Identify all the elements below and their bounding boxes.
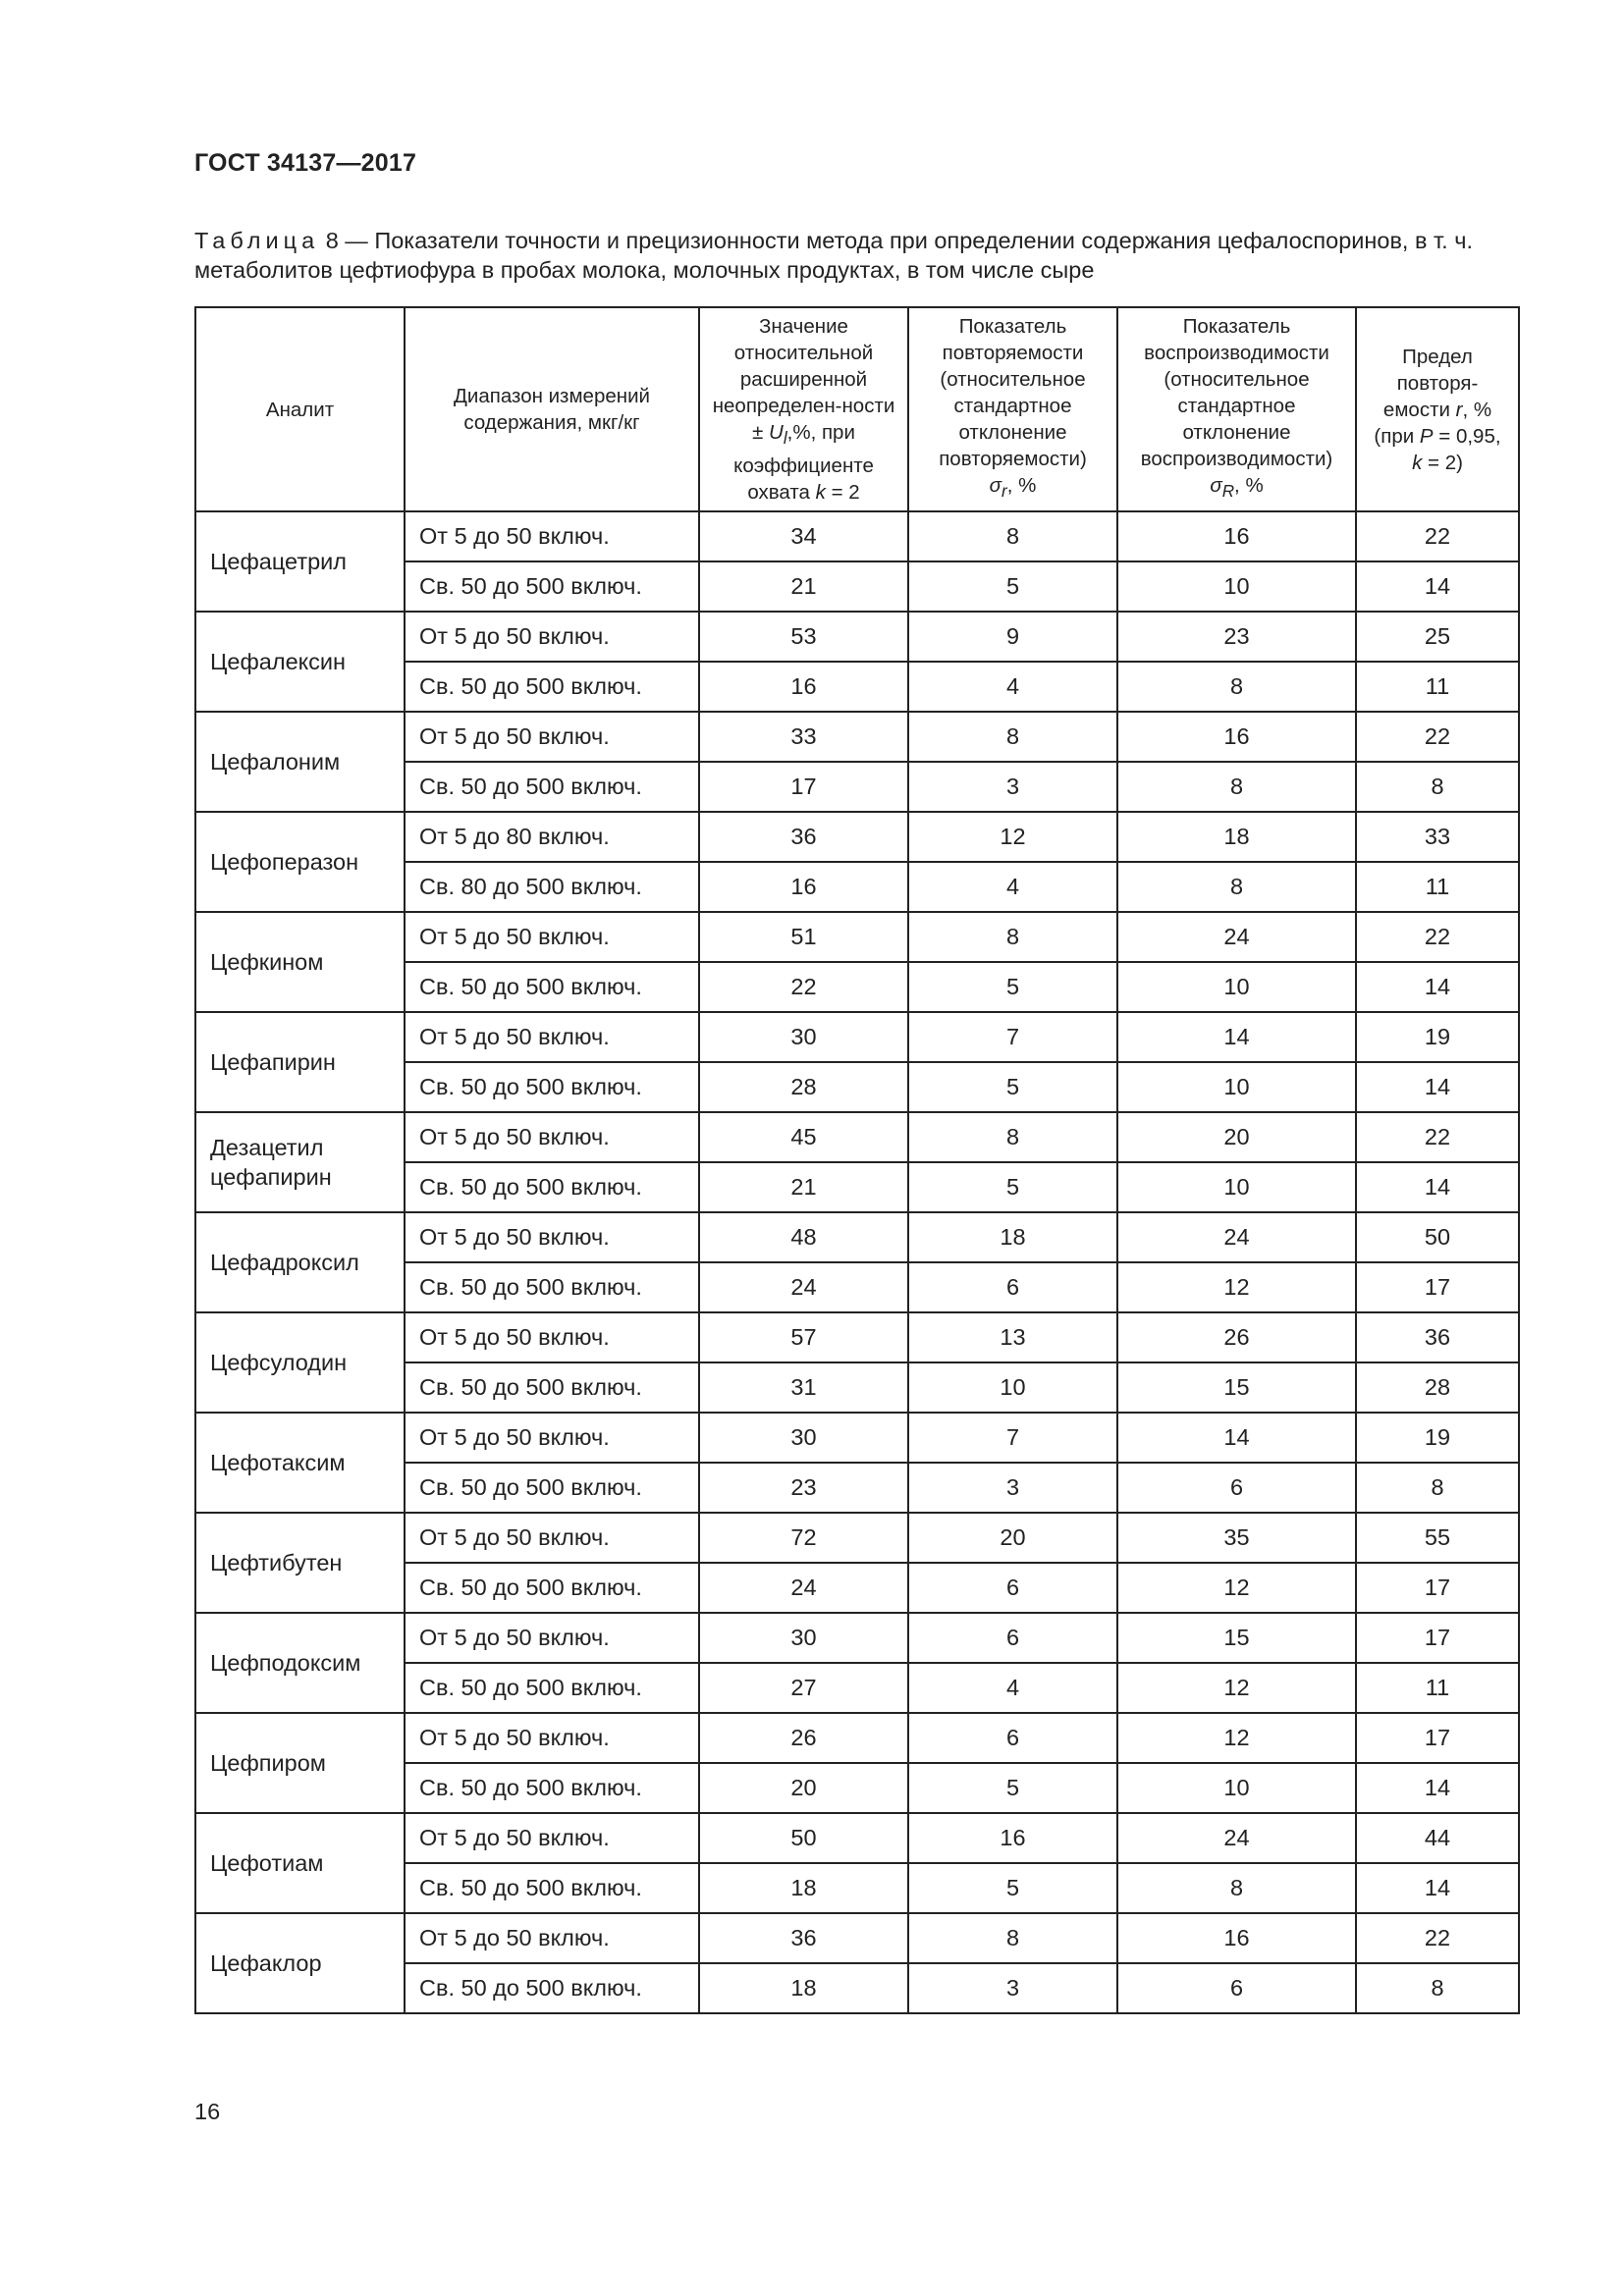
range-cell: От 5 до 80 включ. <box>405 812 699 862</box>
uncertainty-cell: 50 <box>699 1813 908 1863</box>
reproducibility-cell: 23 <box>1117 612 1356 662</box>
reproducibility-cell: 6 <box>1117 1963 1356 2013</box>
repeatability-limit-cell: 19 <box>1356 1012 1519 1062</box>
analyte-cell: Цефалексин <box>195 612 405 712</box>
uncertainty-cell: 48 <box>699 1212 908 1262</box>
analyte-cell: Цефалоним <box>195 712 405 812</box>
repeatability-cell: 3 <box>908 1963 1117 2013</box>
document-header: ГОСТ 34137—2017 <box>194 149 417 177</box>
repeatability-cell: 6 <box>908 1713 1117 1763</box>
uncertainty-cell: 30 <box>699 1012 908 1062</box>
analyte-cell: Цефацетрил <box>195 511 405 612</box>
analyte-cell: Цефадроксил <box>195 1212 405 1312</box>
repeatability-cell: 5 <box>908 1763 1117 1813</box>
uncertainty-cell: 24 <box>699 1262 908 1312</box>
uncertainty-cell: 31 <box>699 1362 908 1413</box>
reproducibility-cell: 16 <box>1117 511 1356 561</box>
reproducibility-cell: 14 <box>1117 1413 1356 1463</box>
reproducibility-cell: 8 <box>1117 662 1356 712</box>
uncertainty-cell: 18 <box>699 1963 908 2013</box>
uncertainty-cell: 23 <box>699 1463 908 1513</box>
repeatability-cell: 5 <box>908 561 1117 612</box>
uncertainty-cell: 26 <box>699 1713 908 1763</box>
repeatability-limit-cell: 28 <box>1356 1362 1519 1413</box>
table-row <box>195 1513 1519 1563</box>
repeatability-cell: 8 <box>908 912 1117 962</box>
repeatability-cell: 20 <box>908 1513 1117 1563</box>
uncertainty-cell: 36 <box>699 812 908 862</box>
analyte-cell: Цефсулодин <box>195 1312 405 1413</box>
reproducibility-cell: 24 <box>1117 912 1356 962</box>
repeatability-limit-cell: 14 <box>1356 561 1519 612</box>
table-row <box>195 1913 1519 1963</box>
repeatability-cell: 9 <box>908 612 1117 662</box>
uncertainty-cell: 21 <box>699 1162 908 1212</box>
repeatability-cell: 18 <box>908 1212 1117 1262</box>
range-cell: От 5 до 50 включ. <box>405 1312 699 1362</box>
repeatability-limit-cell: 17 <box>1356 1563 1519 1613</box>
range-cell: Св. 50 до 500 включ. <box>405 1262 699 1312</box>
range-cell: Св. 50 до 500 включ. <box>405 1463 699 1513</box>
analyte-cell: Цефпиром <box>195 1713 405 1813</box>
repeatability-limit-cell: 19 <box>1356 1413 1519 1463</box>
reproducibility-cell: 18 <box>1117 812 1356 862</box>
repeatability-cell: 3 <box>908 1463 1117 1513</box>
repeatability-cell: 4 <box>908 662 1117 712</box>
range-cell: От 5 до 50 включ. <box>405 1112 699 1162</box>
range-cell: Св. 50 до 500 включ. <box>405 1663 699 1713</box>
repeatability-limit-cell: 17 <box>1356 1262 1519 1312</box>
repeatability-cell: 10 <box>908 1362 1117 1413</box>
repeatability-limit-cell: 8 <box>1356 1963 1519 2013</box>
table-row <box>195 612 1519 662</box>
range-cell: Св. 80 до 500 включ. <box>405 862 699 912</box>
range-cell: От 5 до 50 включ. <box>405 912 699 962</box>
uncertainty-cell: 27 <box>699 1663 908 1713</box>
repeatability-limit-cell: 17 <box>1356 1713 1519 1763</box>
range-cell: От 5 до 50 включ. <box>405 1613 699 1663</box>
repeatability-cell: 13 <box>908 1312 1117 1362</box>
repeatability-limit-cell: 22 <box>1356 511 1519 561</box>
header-uncertainty: Значение относительной расширенной неопределен-ности ± $U_l,\%$, при коэффициенте охвата k = 2 <box>699 307 908 511</box>
range-cell: Св. 50 до 500 включ. <box>405 962 699 1012</box>
range-cell: От 5 до 50 включ. <box>405 1012 699 1062</box>
repeatability-limit-cell: 14 <box>1356 1863 1519 1913</box>
reproducibility-cell: 16 <box>1117 712 1356 762</box>
analyte-cell: Цефоперазон <box>195 812 405 912</box>
header-reproducibility: Показатель воспроизводимости (относительное стандартное отклонение воспроизводимости) $\sigma_R$, % <box>1117 307 1356 511</box>
range-cell: Св. 50 до 500 включ. <box>405 1362 699 1413</box>
uncertainty-cell: 34 <box>699 511 908 561</box>
uncertainty-cell: 36 <box>699 1913 908 1963</box>
range-cell: Св. 50 до 500 включ. <box>405 1162 699 1212</box>
range-cell: От 5 до 50 включ. <box>405 1413 699 1463</box>
reproducibility-cell: 8 <box>1117 862 1356 912</box>
table-row <box>195 1212 1519 1262</box>
uncertainty-cell: 20 <box>699 1763 908 1813</box>
repeatability-cell: 16 <box>908 1813 1117 1863</box>
uncertainty-cell: 28 <box>699 1062 908 1112</box>
analyte-cell: Цефкином <box>195 912 405 1012</box>
range-cell: От 5 до 50 включ. <box>405 1713 699 1763</box>
uncertainty-cell: 30 <box>699 1413 908 1463</box>
repeatability-cell: 6 <box>908 1563 1117 1613</box>
uncertainty-cell: 21 <box>699 561 908 612</box>
repeatability-cell: 8 <box>908 1913 1117 1963</box>
repeatability-limit-cell: 11 <box>1356 662 1519 712</box>
reproducibility-cell: 24 <box>1117 1212 1356 1262</box>
analyte-cell: Цефтибутен <box>195 1513 405 1613</box>
repeatability-cell: 6 <box>908 1613 1117 1663</box>
reproducibility-cell: 10 <box>1117 1062 1356 1112</box>
uncertainty-cell: 24 <box>699 1563 908 1613</box>
repeatability-cell: 3 <box>908 762 1117 812</box>
table-row <box>195 1413 1519 1463</box>
repeatability-limit-cell: 14 <box>1356 962 1519 1012</box>
uncertainty-cell: 30 <box>699 1613 908 1663</box>
repeatability-limit-cell: 14 <box>1356 1062 1519 1112</box>
precision-table <box>194 306 1520 2014</box>
repeatability-cell: 5 <box>908 1863 1117 1913</box>
repeatability-cell: 5 <box>908 962 1117 1012</box>
reproducibility-cell: 20 <box>1117 1112 1356 1162</box>
repeatability-limit-cell: 50 <box>1356 1212 1519 1262</box>
uncertainty-cell: 33 <box>699 712 908 762</box>
page-number: 16 <box>194 2099 221 2124</box>
reproducibility-cell: 10 <box>1117 962 1356 1012</box>
header-repeatability-limit: Предел повторя-емости r, % (при P = 0,95, k = 2) <box>1356 307 1519 511</box>
uncertainty-cell: 51 <box>699 912 908 962</box>
header-range: Диапазон измерений содержания, мкг/кг <box>405 307 699 511</box>
repeatability-cell: 4 <box>908 862 1117 912</box>
repeatability-cell: 4 <box>908 1663 1117 1713</box>
repeatability-limit-cell: 11 <box>1356 1663 1519 1713</box>
uncertainty-cell: 16 <box>699 662 908 712</box>
reproducibility-cell: 10 <box>1117 1162 1356 1212</box>
table-row <box>195 1813 1519 1863</box>
range-cell: От 5 до 50 включ. <box>405 1513 699 1563</box>
repeatability-limit-cell: 33 <box>1356 812 1519 862</box>
range-cell: Св. 50 до 500 включ. <box>405 1963 699 2013</box>
range-cell: Св. 50 до 500 включ. <box>405 1062 699 1112</box>
table-caption-title: 8 — Показатели точности и прецизионности метода при определении содержания цефалоспоринов, в т. ч. метаболитов цефтиофура в пробах молока, молочных продуктах, в том числе сыре <box>194 228 1473 283</box>
repeatability-limit-cell: 22 <box>1356 1913 1519 1963</box>
table-header-row <box>195 307 1519 511</box>
uncertainty-cell: 72 <box>699 1513 908 1563</box>
range-cell: Св. 50 до 500 включ. <box>405 662 699 712</box>
analyte-cell: Цефаклор <box>195 1913 405 2013</box>
reproducibility-cell: 12 <box>1117 1563 1356 1613</box>
repeatability-cell: 8 <box>908 511 1117 561</box>
table-row <box>195 912 1519 962</box>
repeatability-limit-cell: 11 <box>1356 862 1519 912</box>
range-cell: Св. 50 до 500 включ. <box>405 762 699 812</box>
header-analyte: Аналит <box>195 307 405 511</box>
reproducibility-cell: 16 <box>1117 1913 1356 1963</box>
repeatability-limit-cell: 55 <box>1356 1513 1519 1563</box>
reproducibility-cell: 8 <box>1117 1863 1356 1913</box>
reproducibility-cell: 8 <box>1117 762 1356 812</box>
reproducibility-cell: 12 <box>1117 1262 1356 1312</box>
table-body <box>195 511 1519 2013</box>
table-row <box>195 1012 1519 1062</box>
repeatability-limit-cell: 14 <box>1356 1763 1519 1813</box>
reproducibility-cell: 15 <box>1117 1613 1356 1663</box>
range-cell: От 5 до 50 включ. <box>405 511 699 561</box>
table-row <box>195 1713 1519 1763</box>
analyte-cell: Цефапирин <box>195 1012 405 1112</box>
repeatability-cell: 5 <box>908 1062 1117 1112</box>
table-caption <box>194 226 1530 285</box>
table-row <box>195 511 1519 561</box>
repeatability-limit-cell: 44 <box>1356 1813 1519 1863</box>
reproducibility-cell: 12 <box>1117 1713 1356 1763</box>
range-cell: Св. 50 до 500 включ. <box>405 1763 699 1813</box>
repeatability-limit-cell: 25 <box>1356 612 1519 662</box>
analyte-cell: Цефподоксим <box>195 1613 405 1713</box>
table-row <box>195 1112 1519 1162</box>
repeatability-limit-cell: 17 <box>1356 1613 1519 1663</box>
reproducibility-cell: 10 <box>1117 561 1356 612</box>
repeatability-cell: 7 <box>908 1012 1117 1062</box>
reproducibility-cell: 12 <box>1117 1663 1356 1713</box>
repeatability-limit-cell: 8 <box>1356 1463 1519 1513</box>
repeatability-limit-cell: 14 <box>1356 1162 1519 1212</box>
repeatability-limit-cell: 36 <box>1356 1312 1519 1362</box>
uncertainty-cell: 18 <box>699 1863 908 1913</box>
range-cell: От 5 до 50 включ. <box>405 1913 699 1963</box>
range-cell: Св. 50 до 500 включ. <box>405 1563 699 1613</box>
uncertainty-cell: 22 <box>699 962 908 1012</box>
repeatability-cell: 5 <box>908 1162 1117 1212</box>
repeatability-cell: 8 <box>908 712 1117 762</box>
repeatability-limit-cell: 22 <box>1356 712 1519 762</box>
repeatability-cell: 8 <box>908 1112 1117 1162</box>
table-row <box>195 1312 1519 1362</box>
uncertainty-cell: 16 <box>699 862 908 912</box>
reproducibility-cell: 14 <box>1117 1012 1356 1062</box>
reproducibility-cell: 10 <box>1117 1763 1356 1813</box>
range-cell: Св. 50 до 500 включ. <box>405 561 699 612</box>
uncertainty-cell: 17 <box>699 762 908 812</box>
analyte-cell: Цефотиам <box>195 1813 405 1913</box>
reproducibility-cell: 35 <box>1117 1513 1356 1563</box>
uncertainty-cell: 57 <box>699 1312 908 1362</box>
repeatability-limit-cell: 22 <box>1356 912 1519 962</box>
reproducibility-cell: 6 <box>1117 1463 1356 1513</box>
repeatability-cell: 6 <box>908 1262 1117 1312</box>
reproducibility-cell: 15 <box>1117 1362 1356 1413</box>
uncertainty-cell: 45 <box>699 1112 908 1162</box>
reproducibility-cell: 24 <box>1117 1813 1356 1863</box>
table-row <box>195 812 1519 862</box>
analyte-cell: Дезацетил цефапирин <box>195 1112 405 1212</box>
repeatability-cell: 7 <box>908 1413 1117 1463</box>
range-cell: От 5 до 50 включ. <box>405 612 699 662</box>
table-caption-label: Таблица <box>194 228 320 253</box>
repeatability-cell: 12 <box>908 812 1117 862</box>
range-cell: От 5 до 50 включ. <box>405 712 699 762</box>
header-repeatability: Показатель повторяемости (относительное стандартное отклонение повторяемости) $\sigma_r$, % <box>908 307 1117 511</box>
repeatability-limit-cell: 8 <box>1356 762 1519 812</box>
repeatability-limit-cell: 22 <box>1356 1112 1519 1162</box>
range-cell: От 5 до 50 включ. <box>405 1212 699 1262</box>
range-cell: От 5 до 50 включ. <box>405 1813 699 1863</box>
analyte-cell: Цефотаксим <box>195 1413 405 1513</box>
range-cell: Св. 50 до 500 включ. <box>405 1863 699 1913</box>
table-row <box>195 712 1519 762</box>
reproducibility-cell: 26 <box>1117 1312 1356 1362</box>
table-row <box>195 1613 1519 1663</box>
uncertainty-cell: 53 <box>699 612 908 662</box>
